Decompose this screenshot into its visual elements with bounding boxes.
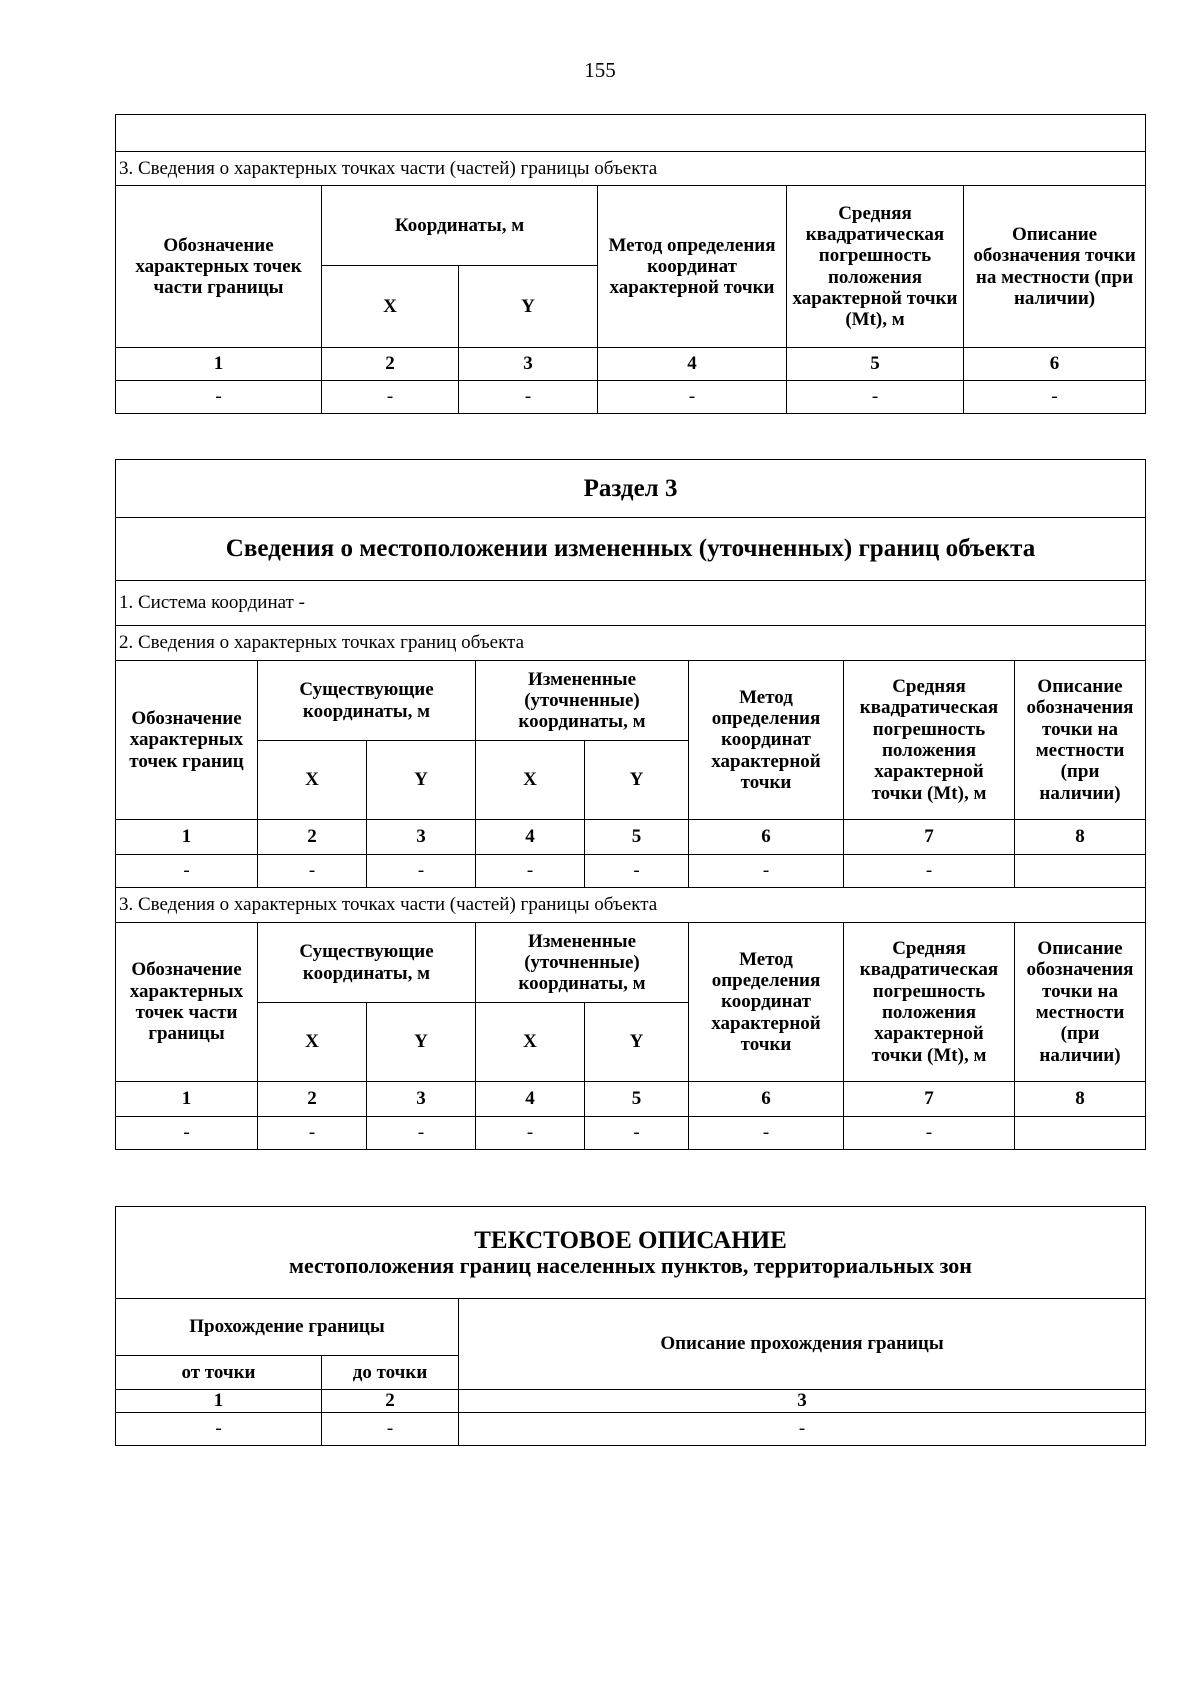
table-cell: -: [116, 1117, 258, 1150]
header-method: Метод определения координат характерной точки: [689, 661, 844, 820]
col-number: 8: [1015, 1082, 1146, 1117]
table-cell: -: [689, 855, 844, 888]
table-cell: -: [844, 855, 1015, 888]
col-number: 5: [787, 348, 964, 381]
header-y: Y: [585, 741, 689, 820]
table-cell: -: [322, 381, 459, 414]
col-number: 1: [116, 1082, 258, 1117]
text-description-heading: [116, 1207, 1146, 1299]
col-number: 2: [258, 1082, 367, 1117]
header-error: Средняя квадратическая погрешность положения характерной точки (Mt), м: [844, 661, 1015, 820]
col-number: 3: [367, 820, 476, 855]
header-x: X: [476, 741, 585, 820]
header-desc: Описание обозначения точки на местности (при наличии): [1015, 923, 1146, 1082]
table-cell: -: [116, 855, 258, 888]
table-cell: -: [476, 855, 585, 888]
header-method: Метод определения координат характерной точки: [598, 186, 787, 348]
header-y: Y: [367, 1003, 476, 1082]
table-cell: -: [367, 1117, 476, 1150]
table-cell: -: [116, 381, 322, 414]
header-point: Обозначение характерных точек границ: [116, 661, 258, 820]
table-cell: -: [844, 1117, 1015, 1150]
col-number: 7: [844, 1082, 1015, 1117]
col-number: 4: [598, 348, 787, 381]
table-cell: -: [787, 381, 964, 414]
table-cell: -: [476, 1117, 585, 1150]
header-y: Y: [585, 1003, 689, 1082]
header-y: Y: [367, 741, 476, 820]
col-number: 2: [322, 1390, 459, 1413]
header-x: X: [258, 1003, 367, 1082]
table-cell: -: [258, 855, 367, 888]
header-method: Метод определения координат характерной точки: [689, 923, 844, 1082]
col-number: 1: [116, 1390, 322, 1413]
col-number: 2: [322, 348, 459, 381]
header-to: до точки: [322, 1356, 459, 1390]
header-x: X: [258, 741, 367, 820]
text-description-table: [115, 1206, 1146, 1446]
section-heading: Раздел 3: [116, 460, 1146, 518]
header-passage: Прохождение границы: [116, 1299, 459, 1356]
col-number: 7: [844, 820, 1015, 855]
col-number: 2: [258, 820, 367, 855]
part-points-table: [115, 114, 1146, 414]
section-subheading: Сведения о местоположении измененных (уточненных) границ объекта: [116, 518, 1146, 581]
table-cell: -: [459, 381, 598, 414]
col-number: 4: [476, 1082, 585, 1117]
header-point: Обозначение характерных точек части границы: [116, 186, 322, 348]
empty-top-row: [116, 115, 1146, 152]
col-number: 1: [116, 348, 322, 381]
table-cell: -: [964, 381, 1146, 414]
coord-system: 1. Система координат -: [116, 581, 1146, 626]
text-description-subtitle: местоположения границ населенных пунктов, территориальных зон: [289, 1253, 972, 1279]
col-number: 8: [1015, 820, 1146, 855]
header-existing: Существующие координаты, м: [258, 923, 476, 1003]
header-x: X: [476, 1003, 585, 1082]
header-existing: Существующие координаты, м: [258, 661, 476, 741]
table-cell: -: [367, 855, 476, 888]
header-error: Средняя квадратическая погрешность положения характерной точки (Mt), м: [844, 923, 1015, 1082]
table-cell: [1015, 1117, 1146, 1150]
subsection-title: 2. Сведения о характерных точках границ объекта: [116, 626, 1146, 661]
col-number: 4: [476, 820, 585, 855]
col-number: 5: [585, 1082, 689, 1117]
col-number: 5: [585, 820, 689, 855]
col-number: 6: [964, 348, 1146, 381]
page-number: 155: [584, 58, 616, 82]
text-description-title: ТЕКСТОВОЕ ОПИСАНИЕ: [474, 1226, 787, 1254]
header-coords: Координаты, м: [322, 186, 598, 266]
subsection-title: 3. Сведения о характерных точках части (частей) границы объекта: [116, 888, 1146, 923]
header-desc: Описание обозначения точки на местности (при наличии): [1015, 661, 1146, 820]
col-number: 3: [367, 1082, 476, 1117]
table-cell: -: [689, 1117, 844, 1150]
col-number: 6: [689, 1082, 844, 1117]
header-changed: Измененные (уточненные) координаты, м: [476, 661, 689, 741]
table-cell: -: [116, 1413, 322, 1446]
header-desc: Описание прохождения границы: [459, 1299, 1146, 1390]
table-cell: -: [585, 855, 689, 888]
table-cell: -: [585, 1117, 689, 1150]
table-cell: -: [258, 1117, 367, 1150]
header-desc: Описание обозначения точки на местности (при наличии): [964, 186, 1146, 348]
table-cell: -: [598, 381, 787, 414]
header-y: Y: [459, 266, 598, 348]
table-cell: [1015, 855, 1146, 888]
section-title: 3. Сведения о характерных точках части (частей) границы объекта: [116, 152, 1146, 186]
header-x: X: [322, 266, 459, 348]
table-cell: -: [322, 1413, 459, 1446]
col-number: 3: [459, 348, 598, 381]
header-changed: Измененные (уточненные) координаты, м: [476, 923, 689, 1003]
table-cell: -: [459, 1413, 1146, 1446]
header-point: Обозначение характерных точек части границы: [116, 923, 258, 1082]
section-3-table: [115, 459, 1146, 1150]
header-from: от точки: [116, 1356, 322, 1390]
col-number: 6: [689, 820, 844, 855]
col-number: 1: [116, 820, 258, 855]
header-error: Средняя квадратическая погрешность положения характерной точки (Mt), м: [787, 186, 964, 348]
col-number: 3: [459, 1390, 1146, 1413]
